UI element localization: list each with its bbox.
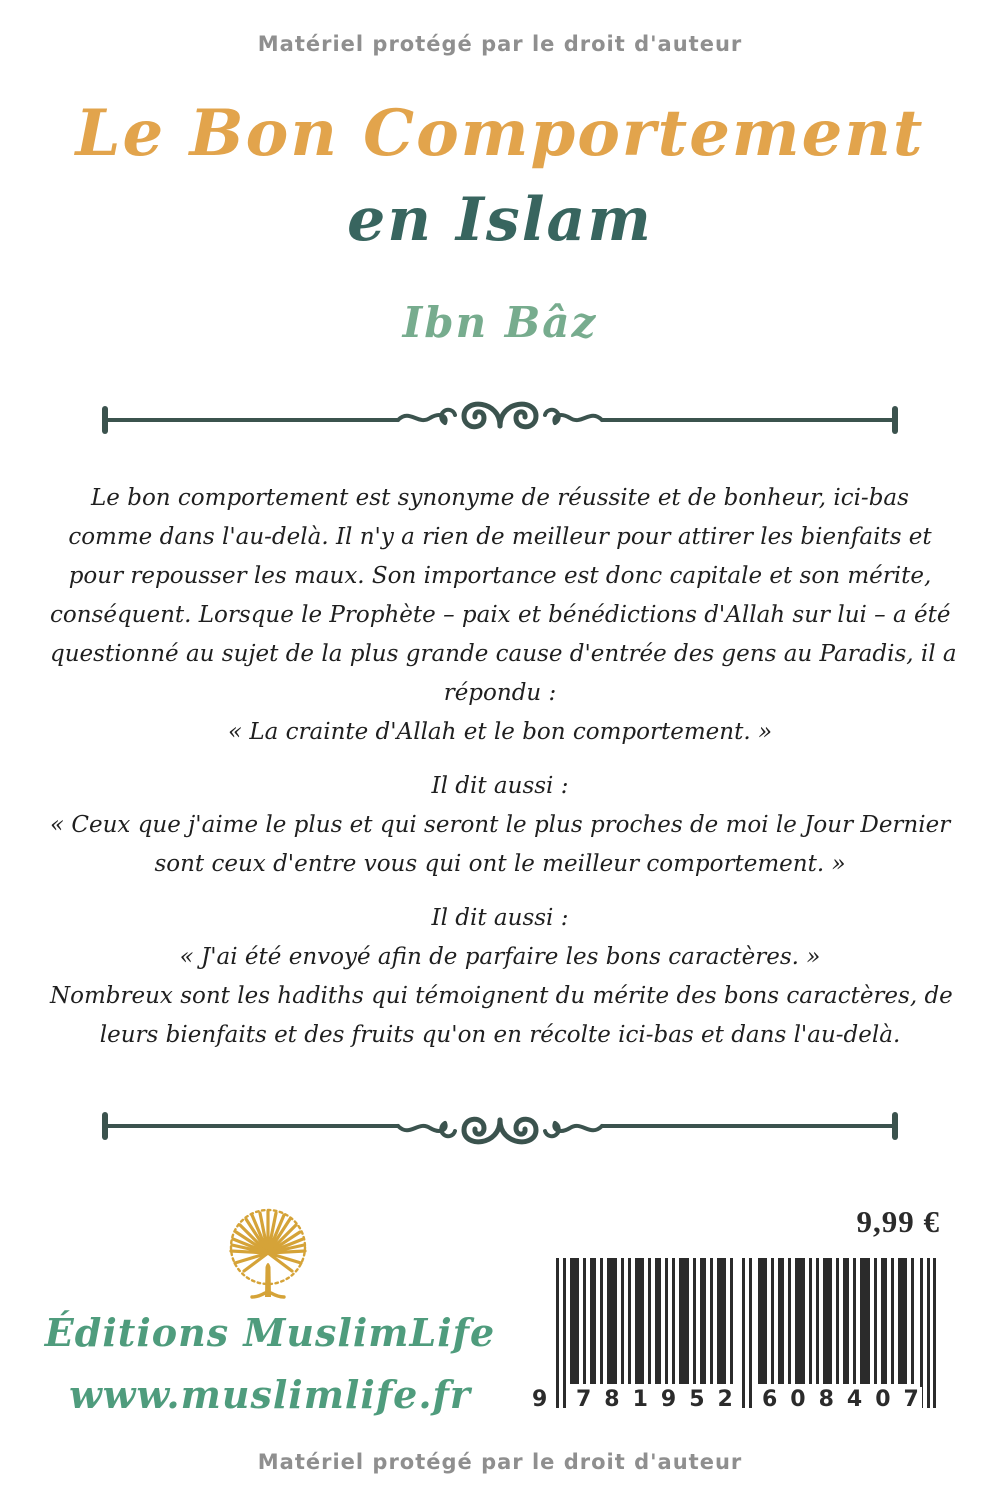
copyright-notice-top: Matériel protégé par le droit d'auteur bbox=[257, 32, 743, 56]
body-line bbox=[50, 884, 950, 899]
barcode-group1: 781952 bbox=[570, 1387, 742, 1412]
ornamental-divider-bottom bbox=[88, 1100, 912, 1156]
price-label: 9,99 € bbox=[856, 1204, 940, 1239]
body-line: Il dit aussi : bbox=[431, 773, 569, 799]
publisher-logo bbox=[218, 1205, 318, 1305]
body-line: sont ceux d'entre vous qui ont le meilleur comportement. » bbox=[154, 851, 846, 877]
body-line: « J'ai été envoyé afin de parfaire les bons caractères. » bbox=[179, 944, 821, 970]
author-name: Ibn Bâz bbox=[402, 298, 598, 347]
body-line: questionné au sujet de la plus grande cause d'entrée des gens au Paradis, il a bbox=[50, 641, 957, 667]
body-line: répondu : bbox=[443, 680, 557, 706]
ornamental-divider-icon bbox=[88, 390, 912, 446]
book-title-line2: en Islam bbox=[347, 185, 653, 255]
ornamental-divider-top bbox=[88, 390, 912, 446]
body-line: Il dit aussi : bbox=[431, 905, 569, 931]
book-title-line1: Le Bon Comportement bbox=[75, 96, 925, 171]
publisher-website: www.muslimlife.fr bbox=[69, 1372, 471, 1417]
body-line: comme dans l'au-delà. Il n'y a rien de meilleur pour attirer les bienfaits et bbox=[68, 524, 932, 550]
tree-logo-icon bbox=[218, 1205, 318, 1305]
body-line: « Ceux que j'aime le plus et qui seront le plus proches de moi le Jour Dernier bbox=[50, 812, 951, 838]
body-line: pour repousser les maux. Son importance est donc capitale et son mérite, bbox=[68, 563, 932, 589]
body-line: Nombreux sont les hadiths qui témoignent du mérite des bons caractères, de bbox=[50, 983, 953, 1009]
body-line: « La crainte d'Allah et le bon comportement. » bbox=[227, 719, 773, 745]
back-cover-text bbox=[50, 479, 957, 1055]
body-line bbox=[50, 752, 950, 767]
barcode-group2: 608407 bbox=[756, 1387, 922, 1412]
title-block bbox=[0, 88, 1000, 260]
barcode-number bbox=[532, 1382, 936, 1412]
body-line: Le bon comportement est synonyme de réussite et de bonheur, ici-bas bbox=[91, 485, 909, 511]
barcode bbox=[532, 1258, 936, 1412]
publisher-name: Éditions MuslimLife bbox=[44, 1310, 496, 1355]
barcode-lead-digit: 9 bbox=[532, 1387, 548, 1412]
body-line: leurs bienfaits et des fruits qu'on en récolte ici-bas et dans l'au-delà. bbox=[99, 1022, 901, 1048]
body-line: conséquent. Lorsque le Prophète – paix et bénédictions d'Allah sur lui – a été bbox=[50, 602, 951, 628]
copyright-notice-bottom: Matériel protégé par le droit d'auteur bbox=[257, 1450, 743, 1474]
ornamental-divider-icon bbox=[88, 1100, 912, 1156]
